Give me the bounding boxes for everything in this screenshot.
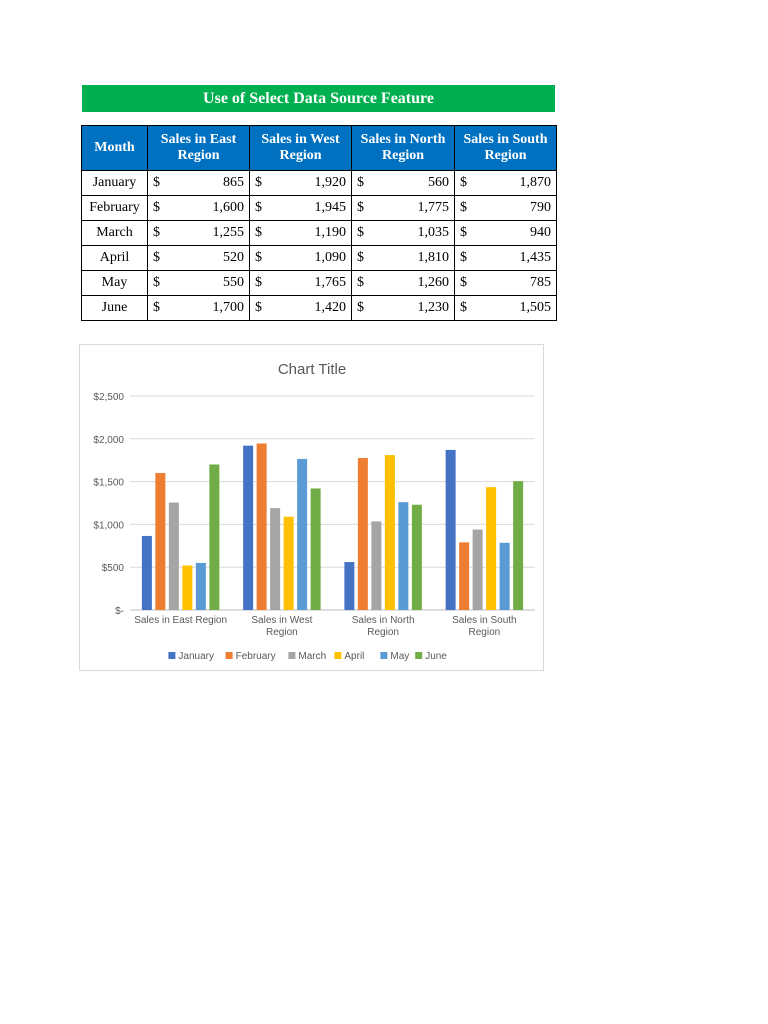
month-cell: June xyxy=(82,296,148,321)
bar-january-1[interactable] xyxy=(142,536,152,610)
legend-label: March xyxy=(298,651,327,662)
bar-april-3[interactable] xyxy=(385,455,395,610)
currency-symbol: $ xyxy=(357,175,364,190)
sales-cell-west xyxy=(250,271,352,296)
amount: 865 xyxy=(223,175,244,190)
legend xyxy=(168,651,447,662)
bar-february-4[interactable] xyxy=(459,542,469,610)
sales-cell-north xyxy=(352,271,455,296)
x-category-label: Sales in North xyxy=(351,615,415,626)
amount: 1,090 xyxy=(314,250,346,265)
legend-label: January xyxy=(178,651,214,662)
currency-symbol: $ xyxy=(153,225,160,240)
x-category-label: Region xyxy=(367,627,399,638)
amount: 1,420 xyxy=(314,300,346,315)
bar-june-1[interactable] xyxy=(209,464,219,610)
currency-symbol: $ xyxy=(357,275,364,290)
month-cell: January xyxy=(82,171,148,196)
currency-symbol: $ xyxy=(460,200,467,215)
sales-cell-west xyxy=(250,246,352,271)
legend-item-june[interactable] xyxy=(415,651,447,662)
legend-item-march[interactable] xyxy=(288,651,326,662)
header-west: Sales in West Region xyxy=(250,126,352,171)
currency-symbol: $ xyxy=(357,200,364,215)
bar-january-4[interactable] xyxy=(446,450,456,610)
table-row xyxy=(82,221,557,246)
sales-cell-north xyxy=(352,196,455,221)
x-category-label: Sales in South xyxy=(452,615,517,626)
sales-chart[interactable] xyxy=(79,344,544,671)
currency-symbol: $ xyxy=(153,275,160,290)
x-category-label: Sales in West xyxy=(251,615,313,626)
legend-swatch xyxy=(415,652,422,659)
legend-label: June xyxy=(425,651,447,662)
amount: 1,260 xyxy=(417,275,449,290)
amount: 1,775 xyxy=(417,200,449,215)
header-south: Sales in South Region xyxy=(455,126,557,171)
legend-label: February xyxy=(235,651,276,662)
x-category-label: Region xyxy=(266,627,298,638)
amount: 1,870 xyxy=(519,175,551,190)
table-row xyxy=(82,196,557,221)
y-axis-ticks xyxy=(93,392,124,617)
currency-symbol: $ xyxy=(460,300,467,315)
sales-cell-north xyxy=(352,246,455,271)
amount: 1,810 xyxy=(417,250,449,265)
bar-may-2[interactable] xyxy=(297,459,307,610)
sales-cell-east xyxy=(148,171,250,196)
bar-february-1[interactable] xyxy=(155,473,165,610)
legend-label: April xyxy=(344,651,365,662)
bar-march-1[interactable] xyxy=(169,503,179,610)
bar-march-3[interactable] xyxy=(371,521,381,610)
y-tick-label: $- xyxy=(115,606,124,617)
sheet-title-banner: Use of Select Data Source Feature xyxy=(82,85,555,112)
amount: 1,945 xyxy=(314,200,346,215)
currency-symbol: $ xyxy=(460,275,467,290)
bar-march-4[interactable] xyxy=(473,530,483,610)
bar-april-1[interactable] xyxy=(182,565,192,610)
sales-cell-east xyxy=(148,296,250,321)
legend-swatch xyxy=(334,652,341,659)
sales-cell-north xyxy=(352,221,455,246)
currency-symbol: $ xyxy=(255,300,262,315)
bar-june-3[interactable] xyxy=(412,505,422,610)
bar-march-2[interactable] xyxy=(270,508,280,610)
sales-cell-west xyxy=(250,171,352,196)
sales-cell-north xyxy=(352,171,455,196)
currency-symbol: $ xyxy=(460,250,467,265)
y-tick-label: $500 xyxy=(101,563,124,575)
amount: 785 xyxy=(530,275,551,290)
bar-january-2[interactable] xyxy=(243,446,253,610)
sales-cell-south xyxy=(455,296,557,321)
currency-symbol: $ xyxy=(153,200,160,215)
chart-svg xyxy=(80,345,543,670)
sales-cell-south xyxy=(455,221,557,246)
amount: 1,435 xyxy=(519,250,551,265)
legend-swatch xyxy=(380,652,387,659)
currency-symbol: $ xyxy=(357,225,364,240)
sales-cell-west xyxy=(250,296,352,321)
x-axis-labels xyxy=(134,615,516,638)
month-cell: April xyxy=(82,246,148,271)
bar-may-1[interactable] xyxy=(196,563,206,610)
amount: 1,765 xyxy=(314,275,346,290)
amount: 1,230 xyxy=(417,300,449,315)
amount: 1,920 xyxy=(314,175,346,190)
sales-cell-west xyxy=(250,196,352,221)
currency-symbol: $ xyxy=(255,175,262,190)
x-category-label: Region xyxy=(468,627,501,638)
currency-symbol: $ xyxy=(460,175,467,190)
sales-cell-north xyxy=(352,296,455,321)
currency-symbol: $ xyxy=(460,225,467,240)
legend-item-january[interactable] xyxy=(168,651,214,662)
amount: 1,600 xyxy=(212,200,244,215)
currency-symbol: $ xyxy=(357,300,364,315)
currency-symbol: $ xyxy=(255,275,262,290)
sales-cell-east xyxy=(148,246,250,271)
legend-item-april[interactable] xyxy=(334,651,364,662)
header-east: Sales in East Region xyxy=(148,126,250,171)
y-tick-label: $2,000 xyxy=(93,434,124,446)
legend-item-may[interactable] xyxy=(380,651,409,662)
y-tick-label: $1,500 xyxy=(93,477,124,489)
month-cell: February xyxy=(82,196,148,221)
header-north: Sales in North Region xyxy=(352,126,455,171)
month-cell: March xyxy=(82,221,148,246)
amount: 1,035 xyxy=(417,225,449,240)
legend-label: May xyxy=(390,651,410,662)
month-cell: May xyxy=(82,271,148,296)
currency-symbol: $ xyxy=(357,250,364,265)
amount: 550 xyxy=(223,275,244,290)
sales-cell-east xyxy=(148,221,250,246)
currency-symbol: $ xyxy=(153,250,160,265)
bar-may-4[interactable] xyxy=(500,543,510,610)
amount: 1,255 xyxy=(212,225,244,240)
amount: 940 xyxy=(530,225,551,240)
table-row xyxy=(82,296,557,321)
amount: 1,190 xyxy=(314,225,346,240)
bar-february-2[interactable] xyxy=(257,444,267,610)
sales-cell-south xyxy=(455,271,557,296)
table-row xyxy=(82,246,557,271)
amount: 1,505 xyxy=(519,300,551,315)
bar-may-3[interactable] xyxy=(398,502,408,610)
currency-symbol: $ xyxy=(153,175,160,190)
amount: 790 xyxy=(530,200,551,215)
amount: 520 xyxy=(223,250,244,265)
legend-swatch xyxy=(168,652,175,659)
sales-cell-west xyxy=(250,221,352,246)
header-month: Month xyxy=(82,126,148,171)
bar-april-4[interactable] xyxy=(486,487,496,610)
y-tick-label: $1,000 xyxy=(93,520,124,532)
table-row xyxy=(82,271,557,296)
y-tick-label: $2,500 xyxy=(93,392,124,403)
bars xyxy=(142,444,523,610)
sales-cell-east xyxy=(148,271,250,296)
amount: 1,700 xyxy=(212,300,244,315)
x-category-label: Sales in East Region xyxy=(134,615,228,626)
sales-cell-south xyxy=(455,246,557,271)
legend-swatch xyxy=(288,652,295,659)
sales-cell-east xyxy=(148,196,250,221)
currency-symbol: $ xyxy=(255,225,262,240)
legend-swatch xyxy=(226,652,233,659)
sales-table xyxy=(81,125,557,321)
currency-symbol: $ xyxy=(255,200,262,215)
bar-june-4[interactable] xyxy=(513,481,523,610)
bar-april-2[interactable] xyxy=(284,517,294,610)
bar-june-2[interactable] xyxy=(311,488,321,610)
legend-item-february[interactable] xyxy=(226,651,276,662)
chart-title: Chart Title xyxy=(277,361,347,378)
bar-february-3[interactable] xyxy=(358,458,368,610)
sales-cell-south xyxy=(455,171,557,196)
table-header-row xyxy=(82,126,557,171)
currency-symbol: $ xyxy=(255,250,262,265)
table-row xyxy=(82,171,557,196)
sales-cell-south xyxy=(455,196,557,221)
amount: 560 xyxy=(428,175,449,190)
bar-january-3[interactable] xyxy=(344,562,354,610)
currency-symbol: $ xyxy=(153,300,160,315)
